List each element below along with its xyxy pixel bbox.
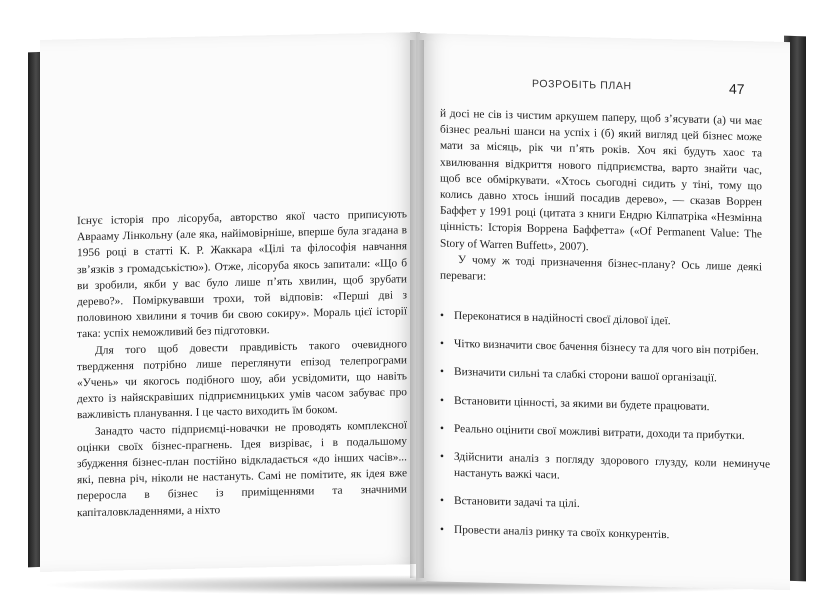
right-paragraph-1: й досі не сів із чистим аркушем паперу, щоб з’ясувати (а) чи має бізнес реальні шанси на успіх і (б) який вигляд цей бізнес може мати за місяць, рік чи п’ять років. Хоч які будуть хаос та хвилювання відкриття нового підприємства, варто знайти час, щоб все обміркувати. «Хтось сьогодні сидить у тіні, тому що колись давно хтось інший посадив дерево», — сказав Воррен Баффет у 1991 році (цитата з книги Ендрю Кілпатріка «Незмінна цінність: Історія Воррена Баффетта» («Of Permanent Value: The Story of Warren Buffett», 2007). [440,107,762,253]
list-item: • Переконатися в надійності своєї ділової ідеї. [440,308,770,332]
page-number: 47 [729,80,745,98]
left-paragraph-2: Для того щоб довести правдивість такого очевидного твердження потрібно лише переглянути епізод телепрограми «Учень» чи якогось подібного шоу, аби усвідомити, що навіть дехто із найяскравіших підприємницьких умів часом забуває про важливість планування. І це часто виходить їм боком. [77,337,407,422]
right-page [416,33,790,590]
running-head: РОЗРОБІТЬ ПЛАН [532,77,632,93]
list-item: • Встановити задачі та цілі. [440,493,770,517]
left-page-body [77,206,407,521]
list-item: • Здійснити аналіз з погляду здорового глузду, коли неминуче настануть важкі часи. [440,449,770,489]
advantages-list [440,308,770,558]
list-item: • Встановити цінності, за якими ви будете працювати. [440,392,770,416]
book-gutter [410,40,424,578]
right-page-body [440,106,762,292]
list-item: • Чітко визначити своє бачення бізнесу та для чого він потрібен. [440,336,770,360]
list-item: • Провести аналіз ринку та своїх конкурентів. [440,521,770,545]
left-page [40,32,420,572]
left-paragraph-3: Занадто часто підприємці-новачки не проводять комплексної оцінки своїх бізнес-прагнень. Ідея визріває, і в подальшому збудження бізнес-план постійно відкладається «до інших часів»... які, певна річ, ніколи не настануть. Самі не помітите, як ідея вже переросла в бізнес із приміщеннями та значними капіталовкладеннями, а ніхто [77,418,407,519]
list-item: • Реально оцінити свої можливі витрати, доходи та прибутки. [440,420,770,444]
list-item: • Визначити сильні та слабкі сторони вашої організації. [440,364,770,388]
left-paragraph-1: Існує історія про лісоруба, авторство якої часто приписують Аврааму Лінкольну (але яка, найімовірніше, вперше була згадана в 1956 році в статті К. Р. Жаккара «Цілі та філософія навчання зв’язків з громадськістю»). Отже, лісоруба якось запитали: «Що б ви зробили, якби у вас було лише п’ять хвилин, щоб зрубати дерево?». Поміркувавши трохи, той відповів: «Перші дві з половиною хвилини я точив би свою сокиру». Мораль цієї історії така: успіх неможливий без підготовки. [77,208,407,341]
right-paragraph-2: У чому ж тоді призначення бізнес-плану? Ось лише деякі переваги: [440,253,762,283]
